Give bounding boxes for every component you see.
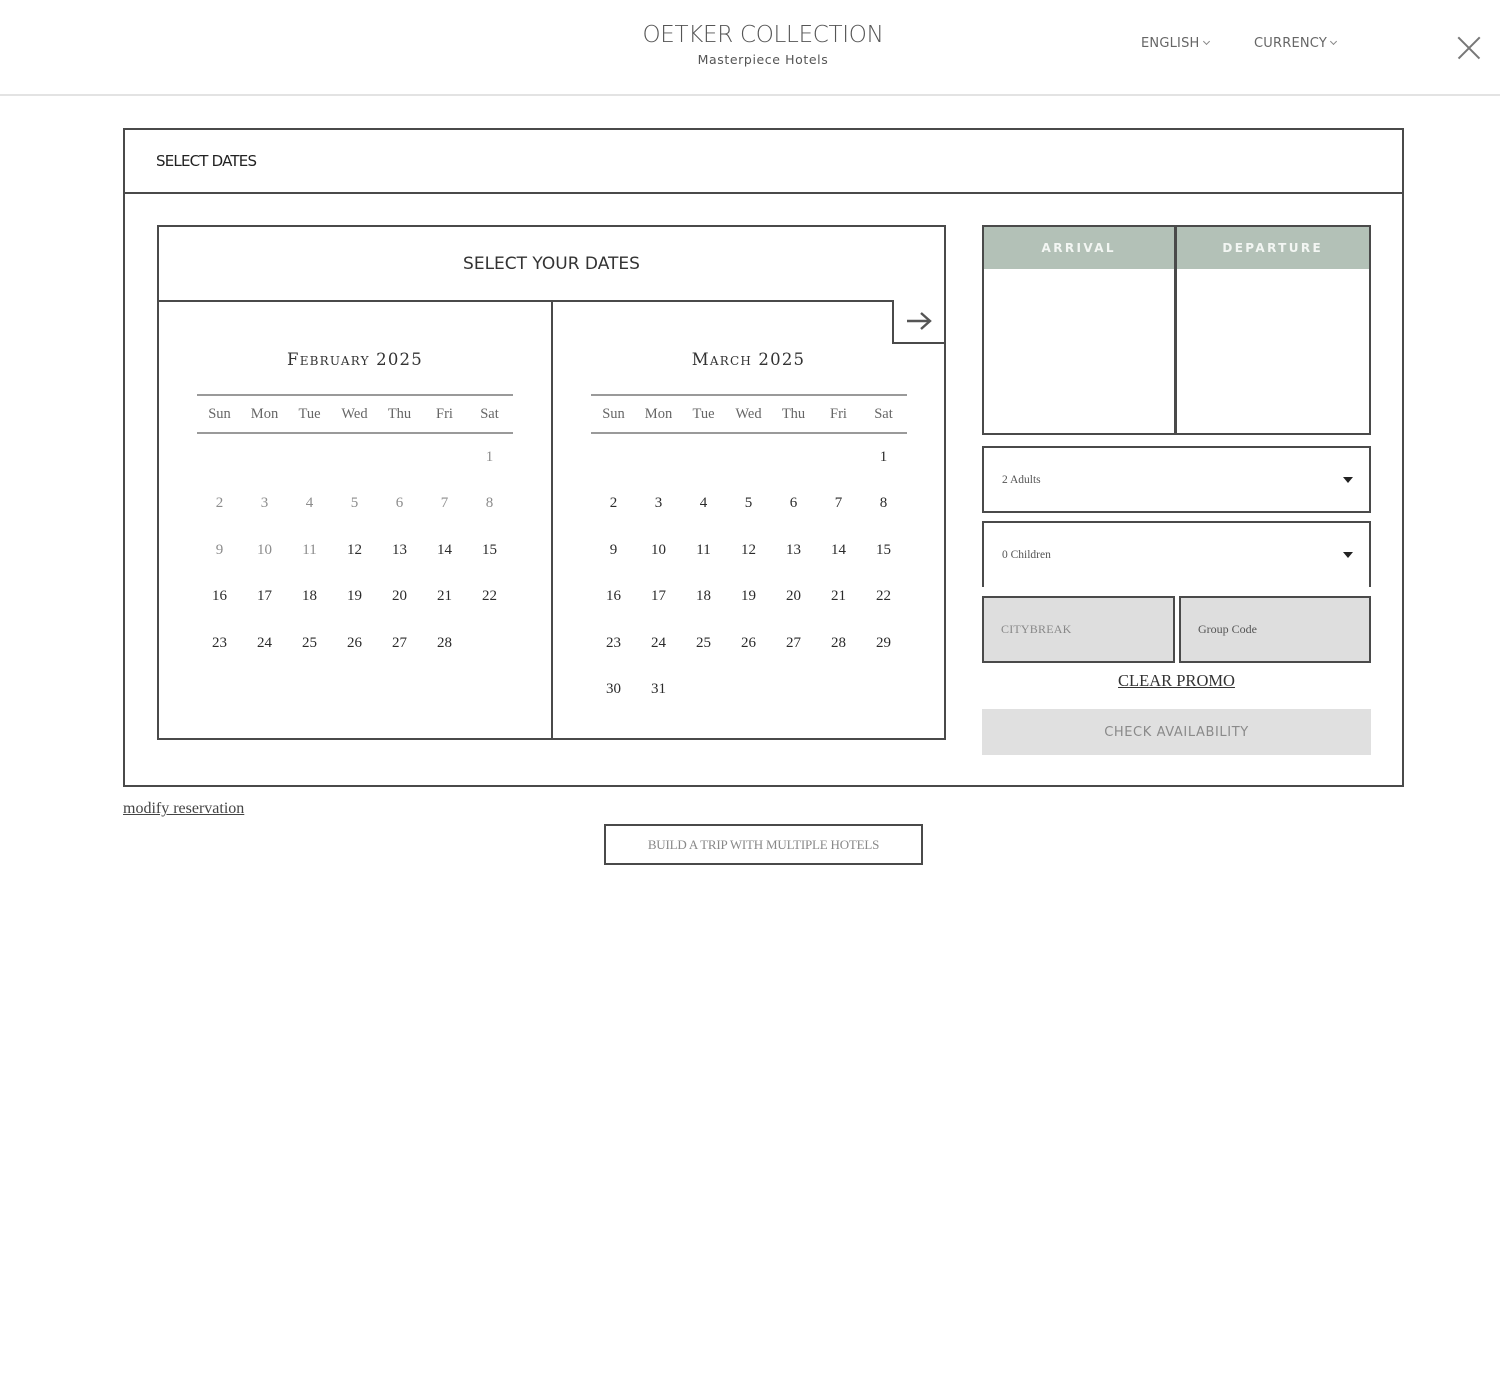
day-cell[interactable]: 21	[831, 588, 846, 605]
month-title: March 2025	[691, 350, 806, 369]
day-cell[interactable]: 23	[212, 634, 227, 651]
day-cell-disabled: 2	[215, 495, 224, 512]
weekday-label: Fri	[830, 405, 847, 422]
day-cell[interactable]: 26	[347, 634, 362, 651]
day-cell[interactable]: 28	[831, 634, 846, 651]
week-row	[197, 481, 513, 528]
arrival-label: ARRIVAL	[984, 227, 1174, 269]
day-cell[interactable]: 11	[696, 541, 711, 558]
day-cell[interactable]: 4	[699, 495, 708, 512]
day-cell[interactable]: 14	[831, 541, 846, 558]
week-row	[591, 527, 907, 574]
weeks	[591, 434, 907, 713]
day-cell[interactable]: 20	[392, 588, 407, 605]
weekday-label: Wed	[735, 405, 762, 422]
day-cell[interactable]: 5	[744, 495, 753, 512]
month-grid	[591, 394, 907, 713]
weekday-label: Wed	[341, 405, 368, 422]
day-cell[interactable]: 9	[609, 541, 618, 558]
departure-column[interactable]	[1177, 227, 1370, 433]
build-multi-hotel-trip-button[interactable]: BUILD A TRIP WITH MULTIPLE HOTELS	[604, 824, 923, 865]
site-header	[0, 0, 1500, 96]
month-grid	[197, 394, 513, 667]
weekday-label: Mon	[644, 405, 673, 422]
currency-selector[interactable]	[1254, 36, 1336, 51]
day-cell[interactable]: 22	[876, 588, 891, 605]
week-row	[197, 574, 513, 621]
brand-subtitle: Masterpiece Hotels	[697, 52, 829, 67]
week-row	[591, 667, 907, 714]
weekday-label: Tue	[298, 405, 321, 422]
arrival-column[interactable]	[984, 227, 1177, 433]
children-select[interactable]	[982, 521, 1371, 587]
week-row	[591, 481, 907, 528]
month-march-2025	[553, 302, 944, 738]
day-cell[interactable]: 12	[741, 541, 756, 558]
language-selector[interactable]	[1141, 36, 1209, 51]
day-cell[interactable]: 26	[741, 634, 756, 651]
day-cell[interactable]: 29	[876, 634, 891, 651]
day-cell[interactable]: 10	[651, 541, 666, 558]
children-value: 0 Children	[1002, 549, 1051, 561]
modify-reservation-link[interactable]: modify reservation	[123, 800, 245, 817]
day-cell[interactable]: 18	[302, 588, 317, 605]
week-row	[591, 574, 907, 621]
day-cell-disabled: 10	[257, 541, 272, 558]
weekday-label: Mon	[250, 405, 279, 422]
day-cell-disabled: 9	[215, 541, 224, 558]
weekday-label: Thu	[387, 405, 412, 422]
chevron-down-icon	[1202, 38, 1209, 45]
weekday-label: Sat	[874, 405, 893, 422]
day-cell[interactable]: 21	[437, 588, 452, 605]
month-february-2025	[159, 302, 553, 738]
week-row	[197, 620, 513, 667]
panel-header	[125, 130, 1402, 194]
day-cell-disabled: 1	[485, 448, 494, 465]
clear-promo-link[interactable]: CLEAR PROMO	[1118, 671, 1235, 690]
day-cell[interactable]: 13	[392, 541, 407, 558]
day-cell[interactable]: 24	[257, 634, 272, 651]
day-cell[interactable]: 7	[834, 495, 843, 512]
caret-down-icon	[1343, 477, 1353, 483]
weekday-label: Sun	[208, 405, 231, 422]
day-cell[interactable]: 28	[437, 634, 452, 651]
day-cell[interactable]: 8	[879, 495, 888, 512]
brand-logo[interactable]	[600, 20, 926, 68]
day-cell[interactable]: 23	[606, 634, 621, 651]
day-cell-disabled: 7	[440, 495, 449, 512]
arrow-right-icon	[905, 311, 933, 331]
promo-code-input[interactable]: CITYBREAK	[982, 596, 1175, 663]
adults-value: 2 Adults	[1002, 473, 1041, 486]
month-title: February 2025	[287, 350, 423, 369]
next-month-button[interactable]	[892, 300, 946, 344]
chevron-down-icon	[1330, 38, 1337, 45]
weekday-label: Sat	[480, 405, 499, 422]
day-cell[interactable]: 1	[879, 448, 888, 465]
weekday-label: Sun	[602, 405, 625, 422]
arrival-date-value[interactable]	[984, 269, 1174, 433]
day-cell[interactable]: 19	[347, 588, 362, 605]
week-row	[197, 527, 513, 574]
departure-label: DEPARTURE	[1177, 227, 1370, 269]
day-cell[interactable]: 31	[651, 681, 666, 698]
group-code-input[interactable]: Group Code	[1179, 596, 1371, 663]
day-cell[interactable]: 13	[786, 541, 801, 558]
weekday-label: Tue	[692, 405, 715, 422]
day-cell[interactable]: 25	[302, 634, 317, 651]
currency-label: CURRENCY	[1254, 36, 1327, 51]
day-cell[interactable]: 16	[606, 588, 621, 605]
day-cell[interactable]: 2	[609, 495, 618, 512]
select-dates-panel	[123, 128, 1404, 787]
date-picker	[157, 225, 946, 740]
day-cell[interactable]: 20	[786, 588, 801, 605]
week-row	[591, 434, 907, 481]
check-availability-button[interactable]: CHECK AVAILABILITY	[982, 709, 1371, 755]
day-cell[interactable]: 27	[392, 634, 407, 651]
day-cell[interactable]: 22	[482, 588, 497, 605]
day-cell[interactable]: 12	[347, 541, 362, 558]
week-row	[591, 620, 907, 667]
date-picker-title: SELECT YOUR DATES	[463, 253, 640, 274]
day-cell[interactable]: 14	[437, 541, 452, 558]
day-cell-disabled: 4	[305, 495, 314, 512]
day-cell[interactable]: 30	[606, 681, 621, 698]
calendar-months	[159, 302, 944, 738]
day-cell[interactable]: 27	[786, 634, 801, 651]
day-cell[interactable]: 15	[482, 541, 497, 558]
day-cell[interactable]: 25	[696, 634, 711, 651]
day-cell[interactable]: 17	[257, 588, 272, 605]
adults-select[interactable]	[982, 446, 1371, 513]
weeks	[197, 434, 513, 667]
close-icon[interactable]	[1456, 35, 1482, 61]
day-cell-disabled: 11	[302, 541, 317, 558]
week-row	[197, 434, 513, 481]
weekday-label: Thu	[781, 405, 806, 422]
day-cell[interactable]: 19	[741, 588, 756, 605]
day-cell-disabled: 8	[485, 495, 494, 512]
day-cell[interactable]: 24	[651, 634, 666, 651]
day-cell[interactable]: 3	[654, 495, 663, 512]
day-cell[interactable]: 17	[651, 588, 666, 605]
day-cell-disabled: 3	[260, 495, 269, 512]
day-cell[interactable]: 18	[696, 588, 711, 605]
day-cell-disabled: 5	[350, 495, 359, 512]
weekday-header	[197, 394, 513, 434]
caret-down-icon	[1343, 552, 1353, 558]
day-cell[interactable]: 16	[212, 588, 227, 605]
language-label: ENGLISH	[1141, 36, 1200, 51]
day-cell[interactable]: 15	[876, 541, 891, 558]
panel-title: SELECT DATES	[156, 152, 257, 170]
brand-title: OETKER COLLECTION	[642, 22, 884, 48]
weekday-label: Fri	[436, 405, 453, 422]
day-cell-disabled: 6	[395, 495, 404, 512]
date-picker-header	[159, 227, 944, 302]
departure-date-value[interactable]	[1177, 269, 1370, 433]
selected-dates-box	[982, 225, 1371, 435]
weekday-header	[591, 394, 907, 434]
day-cell[interactable]: 6	[789, 495, 798, 512]
